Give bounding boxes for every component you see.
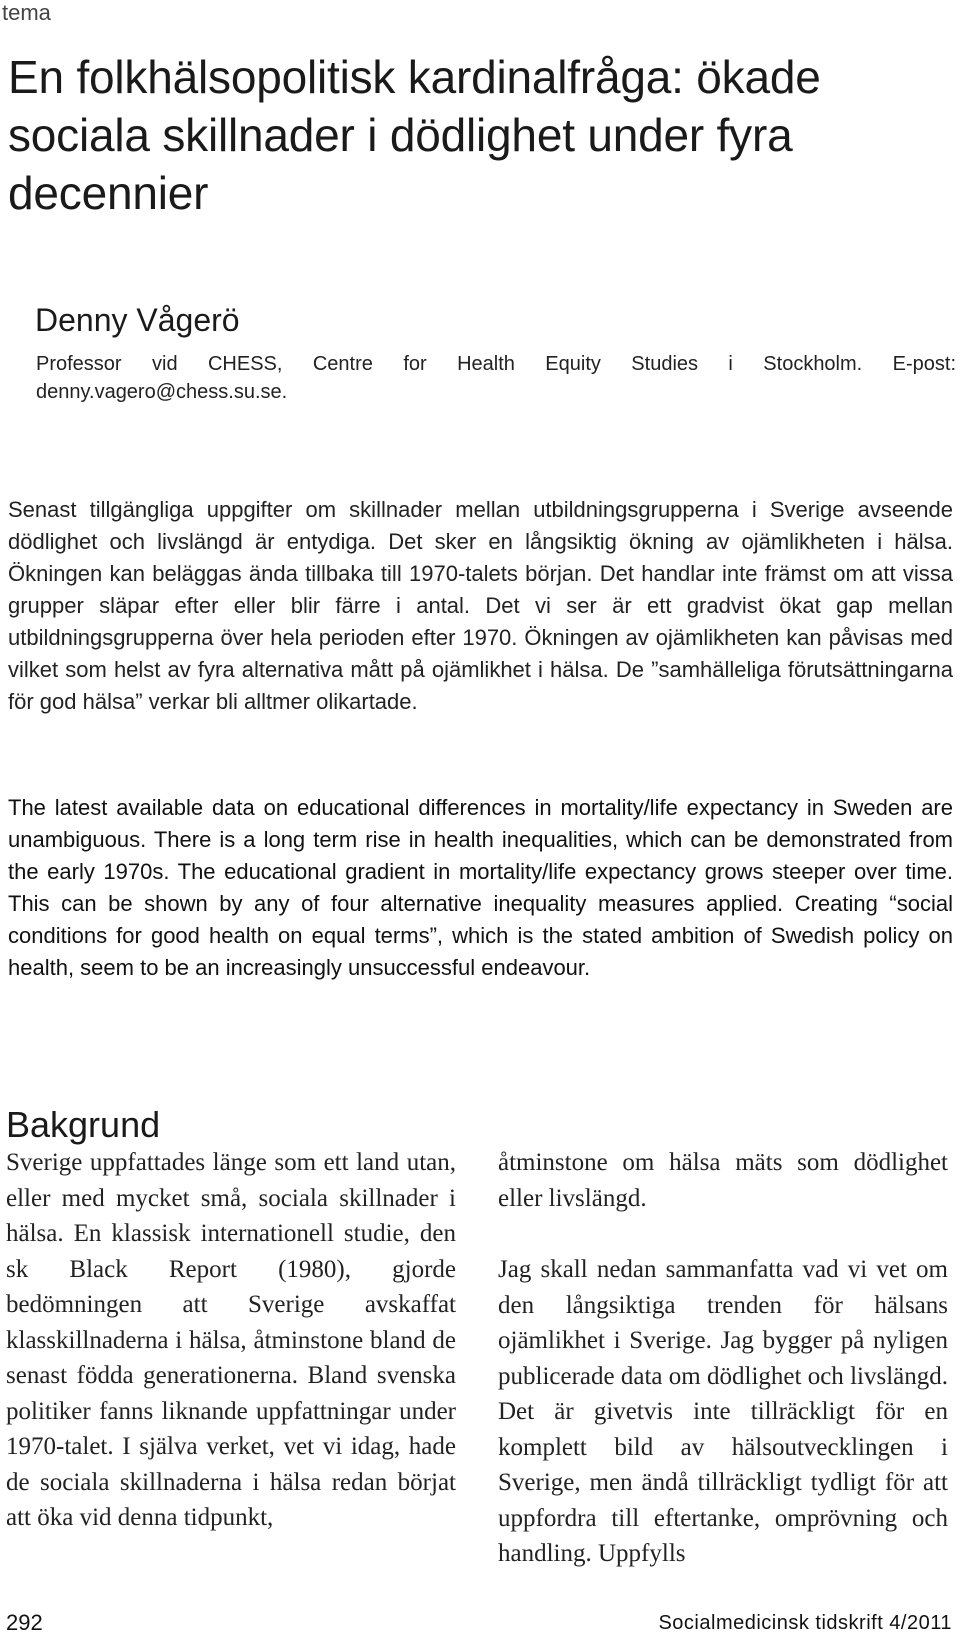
author-affiliation: Professor vid CHESS, Centre for Health Equity Studies i Stockholm. E-post: denny.vagero@chess.su.se. [36,353,956,403]
body-paragraph: Jag skall nedan sammanfatta vad vi vet om den långsiktiga trenden för hälsans ojämlikhet i Sverige. Jag bygger på nyligen publicerade data om dödlighet och livslängd. Det är givetvis inte tillräckligt för en komplett bild av hälsoutvecklingen i Sverige, men ändå tillräckligt tydligt för att uppfordra till eftertanke, omprövning och handling. Uppfylls [498,1256,948,1567]
abstract-english: The latest available data on educational differences in mortality/life expectancy in Sweden are unambiguous. There is a long term rise in health inequalities, which can be demonstrated from the early 1970s. The educational gradient in mortality/life expectancy grows steeper over time. This can be shown by any of four alternative inequality measures applied. Creating “social conditions for good health on equal terms”, which is the stated ambition of Swedish policy on health, seem to be an increasingly unsuccessful endeavour. [8,795,953,980]
section-tag: tema [2,0,51,25]
body-paragraph: Sverige uppfattades länge som ett land utan, eller med mycket små, sociala skillnader i hälsa. En klassisk internationell studie, den sk Black Report (1980), gjorde bedömningen att Sverige avskaffat klasskillnaderna i hälsa, åtminstone bland de senast födda generationerna. Bland svenska politiker fanns liknande uppfattningar under 1970-talet. I själva verket, vet vi idag, hade de sociala skillnaderna i hälsa redan börjat att öka vid denna tidpunkt, [6,1149,456,1531]
section-heading: Bakgrund [6,1104,161,1145]
paragraph-spacer [498,1216,948,1252]
journal-footer: Socialmedicinsk tidskrift 4/2011 [658,1612,952,1634]
body-paragraph: åtminstone om hälsa mäts som dödlighet eller livslängd. [498,1149,948,1212]
body-column-right [498,1145,948,1572]
author-name: Denny Vågerö [35,302,240,338]
abstract-swedish: Senast tillgängliga uppgifter om skillnader mellan utbildningsgrupperna i Sverige avseende dödlighet och livslängd är entydiga. Det sker en långsiktig ökning av ojämlikheten i hälsa. Ökningen kan beläggas ända tillbaka till 1970-talets början. Det handlar inte främst om att vissa grupper släpar efter eller blir färre i antal. Det vi ser är ett gradvist ökat gap mellan utbildningsgrupperna över hela perioden efter 1970. Ökningen av ojämlikheten kan påvisas med vilket som helst av fyra alternativa mått på ojämlikhet i hälsa. De ”samhälleliga förutsättningarna för god hälsa” verkar bli alltmer olikartade. [8,497,953,714]
page-number: 292 [6,1610,43,1635]
article-title: En folkhälsopolitisk kardinalfråga: ökade sociala skillnader i dödlighet under fyra decennier [8,51,821,219]
body-column-left [6,1145,456,1536]
